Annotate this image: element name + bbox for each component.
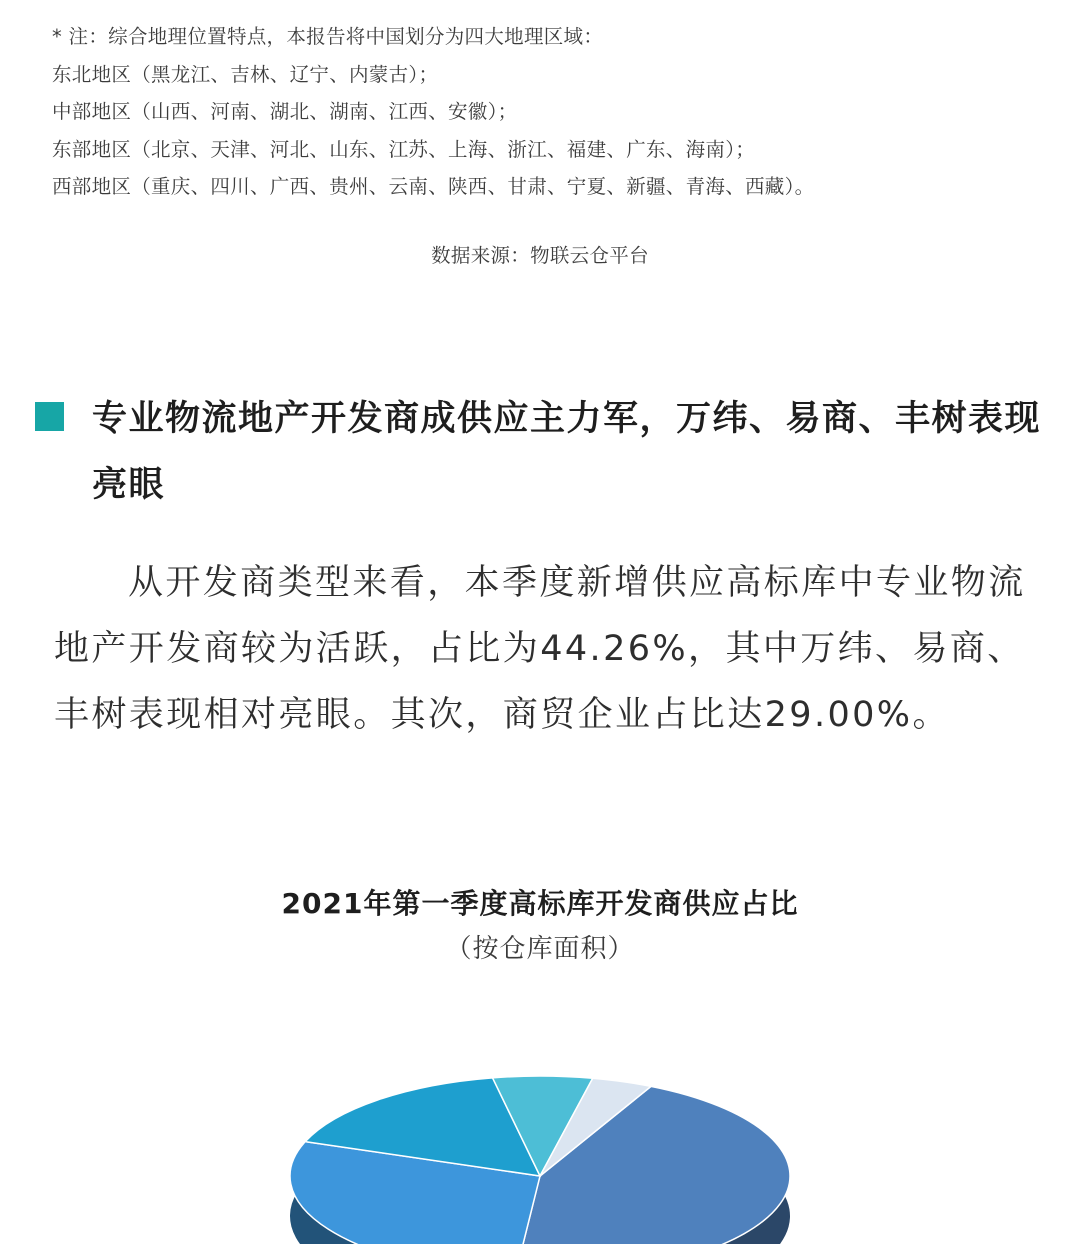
note-east: 东部地区（北京、天津、河北、山东、江苏、上海、浙江、福建、广东、海南）；: [52, 137, 756, 161]
note-intro: * 注：综合地理位置特点，本报告将中国划分为四大地理区域：: [52, 25, 604, 48]
section-heading: 专业物流地产开发商成供应主力军，万纬、易商、丰树表现亮眼: [92, 399, 1042, 505]
data-source: 数据来源：物联云仓平台: [431, 244, 649, 267]
chart-subtitle: （按仓库面积）: [445, 934, 635, 964]
body-paragraph: 从开发商类型来看，本季度新增供应高标库中专业物流地产开发商较为活跃，占比为44.26%，其中万纬、易商、丰树表现相对亮眼。其次，商贸企业占比达29.00%。: [54, 563, 1026, 735]
chart-title: 2021年第一季度高标库开发商供应占比: [281, 887, 799, 920]
region-notes: [52, 18, 1042, 206]
note-west: 西部地区（重庆、四川、广西、贵州、云南、陕西、甘肃、宁夏、新疆、青海、西藏）。: [52, 175, 815, 198]
note-central: 中部地区（山西、河南、湖北、湖南、江西、安徽）；: [52, 100, 518, 123]
note-northeast: 东北地区（黑龙江、吉林、辽宁、内蒙古）；: [52, 62, 439, 86]
heading-square-icon: [35, 402, 64, 431]
pie-chart: [0, 990, 1080, 1244]
